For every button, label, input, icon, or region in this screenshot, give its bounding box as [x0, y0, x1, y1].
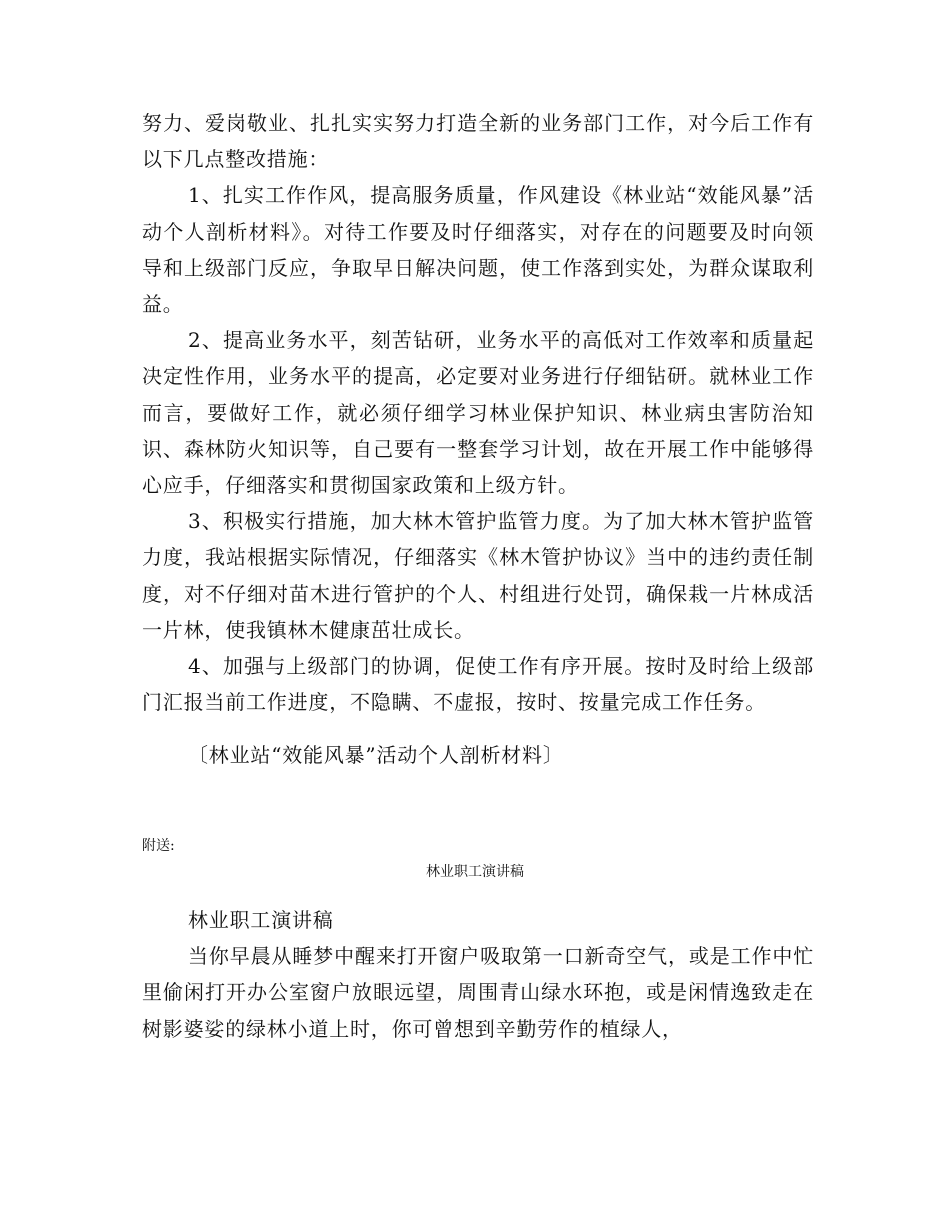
paragraph-measure-3: 3、积极实行措施，加大林木管护监管力度。为了加大林木管护监管力度，我站根据实际情况，仔细落实《林木管护协议》当中的违约责任制度，对不仔细对苗木进行管护的个人、村组进行处罚，确保栽一片林成活一片林，使我镇林木健康茁壮成长。	[142, 509, 814, 642]
paragraph-measure-2: 2、提高业务水平，刻苦钻研，业务水平的高低对工作效率和质量起决定性作用，业务水平的提高，必定要对业务进行仔细钻研。就林业工作而言，要做好工作，就必须仔细学习林业保护知识、林业病虫害防治知识、森林防火知识等，自己要有一整套学习计划，故在开展工作中能够得心应手，仔细落实和贯彻国家政策和上级方针。	[142, 328, 814, 498]
appendix-label: 附送:	[142, 838, 175, 854]
speech-heading: 林业职工演讲稿	[188, 908, 334, 932]
paragraph-measure-4: 4、加强与上级部门的协调，促使工作有序开展。按时及时给上级部门汇报当前工作进度，不隐瞒、不虚报，按时、按量完成工作任务。	[142, 654, 814, 715]
source-note: 〔林业站“效能风暴”活动个人剖析材料〕	[188, 743, 564, 767]
speech-text-block	[142, 902, 814, 1047]
paragraph-continuation: 努力、爱岗敬业、扎扎实实努力打造全新的业务部门工作，对今后工作有以下几点整改措施：	[142, 111, 814, 172]
main-text-block	[142, 105, 814, 720]
paragraph-measure-1: 1、扎实工作作风，提高服务质量，作风建设《林业站“效能风暴”活动个人剖析材料》。对待工作要及时仔细落实，对存在的问题要及时向领导和上级部门反应，争取早日解决问题，使工作落到实处，为群众谋取利益。	[142, 183, 814, 317]
speech-paragraph-1: 当你早晨从睡梦中醒来打开窗户吸取第一口新奇空气，或是工作中忙里偷闲打开办公室窗户放眼远望，周围青山绿水环抱，或是闲情逸致走在树影婆娑的绿林小道上时，你可曾想到辛勤劳作的植绿人，	[142, 944, 814, 1041]
appendix-title: 林业职工演讲稿	[426, 864, 524, 880]
